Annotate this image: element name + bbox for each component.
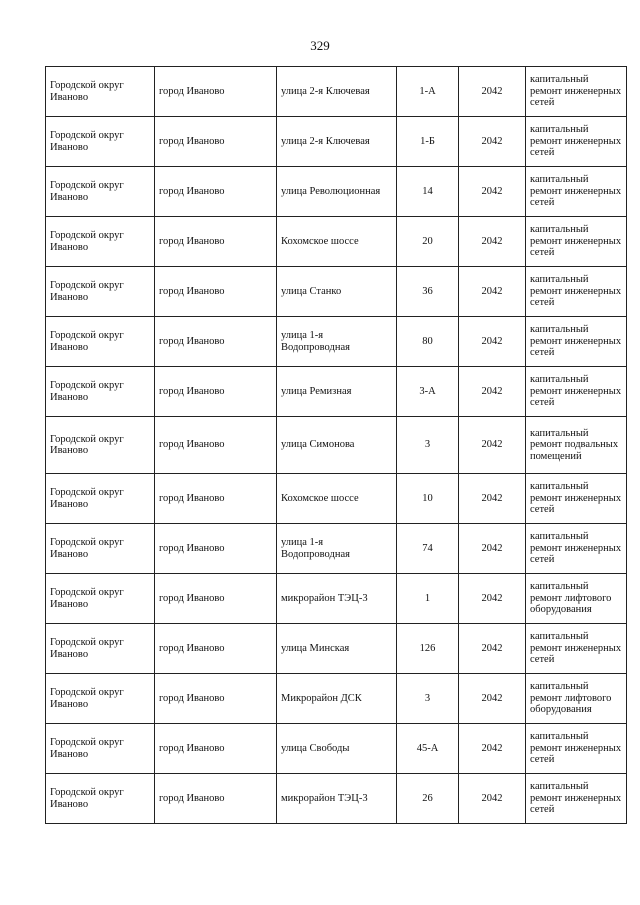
house-cell: 126 (397, 624, 459, 674)
table-row (46, 317, 627, 367)
okrug-cell: Городской округ Иваново (46, 167, 155, 217)
page-number: 329 (310, 38, 330, 53)
street-cell: Кохомское шоссе (277, 474, 397, 524)
city-cell: город Иваново (155, 624, 277, 674)
okrug-cell: Городской округ Иваново (46, 724, 155, 774)
year-cell: 2042 (459, 167, 526, 217)
year-cell: 2042 (459, 267, 526, 317)
house-cell: 74 (397, 524, 459, 574)
year-cell: 2042 (459, 674, 526, 724)
street-cell: микрорайон ТЭЦ-3 (277, 574, 397, 624)
table-row (46, 417, 627, 474)
okrug-cell: Городской округ Иваново (46, 417, 155, 474)
city-cell: город Иваново (155, 117, 277, 167)
work-type-cell: капитальный ремонт инженерных сетей (526, 117, 627, 167)
house-cell: 1-А (397, 67, 459, 117)
house-cell: 3 (397, 417, 459, 474)
okrug-cell: Городской округ Иваново (46, 117, 155, 167)
work-type-cell: капитальный ремонт инженерных сетей (526, 724, 627, 774)
year-cell: 2042 (459, 367, 526, 417)
okrug-cell: Городской округ Иваново (46, 474, 155, 524)
okrug-cell: Городской округ Иваново (46, 774, 155, 824)
street-cell: улица Революционная (277, 167, 397, 217)
year-cell: 2042 (459, 217, 526, 267)
house-cell: 26 (397, 774, 459, 824)
house-cell: 14 (397, 167, 459, 217)
city-cell: город Иваново (155, 267, 277, 317)
year-cell: 2042 (459, 724, 526, 774)
table-row (46, 624, 627, 674)
street-cell: улица Станко (277, 267, 397, 317)
work-type-cell: капитальный ремонт инженерных сетей (526, 474, 627, 524)
year-cell: 2042 (459, 624, 526, 674)
table-row (46, 167, 627, 217)
table-row (46, 774, 627, 824)
work-type-cell: капитальный ремонт лифтового оборудования (526, 574, 627, 624)
city-cell: город Иваново (155, 317, 277, 367)
street-cell: Кохомское шоссе (277, 217, 397, 267)
work-type-cell: капитальный ремонт инженерных сетей (526, 167, 627, 217)
city-cell: город Иваново (155, 67, 277, 117)
street-cell: Микрорайон ДСК (277, 674, 397, 724)
table-row (46, 674, 627, 724)
table-row (46, 117, 627, 167)
okrug-cell: Городской округ Иваново (46, 217, 155, 267)
year-cell: 2042 (459, 524, 526, 574)
city-cell: город Иваново (155, 524, 277, 574)
city-cell: город Иваново (155, 774, 277, 824)
table-row (46, 217, 627, 267)
street-cell: улица 2-я Ключевая (277, 117, 397, 167)
work-type-cell: капитальный ремонт инженерных сетей (526, 267, 627, 317)
okrug-cell: Городской округ Иваново (46, 524, 155, 574)
year-cell: 2042 (459, 474, 526, 524)
city-cell: город Иваново (155, 724, 277, 774)
work-type-cell: капитальный ремонт инженерных сетей (526, 774, 627, 824)
work-type-cell: капитальный ремонт инженерных сетей (526, 317, 627, 367)
table-row (46, 574, 627, 624)
okrug-cell: Городской округ Иваново (46, 367, 155, 417)
repair-schedule-table (45, 66, 627, 824)
street-cell: улица Минская (277, 624, 397, 674)
house-cell: 3-А (397, 367, 459, 417)
work-type-cell: капитальный ремонт лифтового оборудования (526, 674, 627, 724)
house-cell: 20 (397, 217, 459, 267)
city-cell: город Иваново (155, 674, 277, 724)
city-cell: город Иваново (155, 167, 277, 217)
okrug-cell: Городской округ Иваново (46, 674, 155, 724)
okrug-cell: Городской округ Иваново (46, 317, 155, 367)
year-cell: 2042 (459, 117, 526, 167)
house-cell: 80 (397, 317, 459, 367)
street-cell: улица 1-я Водопроводная (277, 524, 397, 574)
table-row (46, 524, 627, 574)
table-row (46, 367, 627, 417)
house-cell: 1 (397, 574, 459, 624)
city-cell: город Иваново (155, 367, 277, 417)
street-cell: улица Свободы (277, 724, 397, 774)
work-type-cell: капитальный ремонт инженерных сетей (526, 67, 627, 117)
table-row (46, 67, 627, 117)
year-cell: 2042 (459, 67, 526, 117)
house-cell: 45-А (397, 724, 459, 774)
city-cell: город Иваново (155, 217, 277, 267)
work-type-cell: капитальный ремонт подвальных помещений (526, 417, 627, 474)
okrug-cell: Городской округ Иваново (46, 624, 155, 674)
year-cell: 2042 (459, 774, 526, 824)
house-cell: 36 (397, 267, 459, 317)
work-type-cell: капитальный ремонт инженерных сетей (526, 624, 627, 674)
year-cell: 2042 (459, 317, 526, 367)
year-cell: 2042 (459, 417, 526, 474)
work-type-cell: капитальный ремонт инженерных сетей (526, 217, 627, 267)
work-type-cell: капитальный ремонт инженерных сетей (526, 367, 627, 417)
street-cell: улица Ремизная (277, 367, 397, 417)
street-cell: улица 1-я Водопроводная (277, 317, 397, 367)
street-cell: улица 2-я Ключевая (277, 67, 397, 117)
table-body (46, 67, 627, 824)
street-cell: улица Симонова (277, 417, 397, 474)
table-row (46, 724, 627, 774)
table-row (46, 267, 627, 317)
city-cell: город Иваново (155, 574, 277, 624)
okrug-cell: Городской округ Иваново (46, 574, 155, 624)
street-cell: микрорайон ТЭЦ-3 (277, 774, 397, 824)
house-cell: 1-Б (397, 117, 459, 167)
okrug-cell: Городской округ Иваново (46, 67, 155, 117)
city-cell: город Иваново (155, 417, 277, 474)
house-cell: 10 (397, 474, 459, 524)
work-type-cell: капитальный ремонт инженерных сетей (526, 524, 627, 574)
year-cell: 2042 (459, 574, 526, 624)
okrug-cell: Городской округ Иваново (46, 267, 155, 317)
city-cell: город Иваново (155, 474, 277, 524)
table-row (46, 474, 627, 524)
house-cell: 3 (397, 674, 459, 724)
